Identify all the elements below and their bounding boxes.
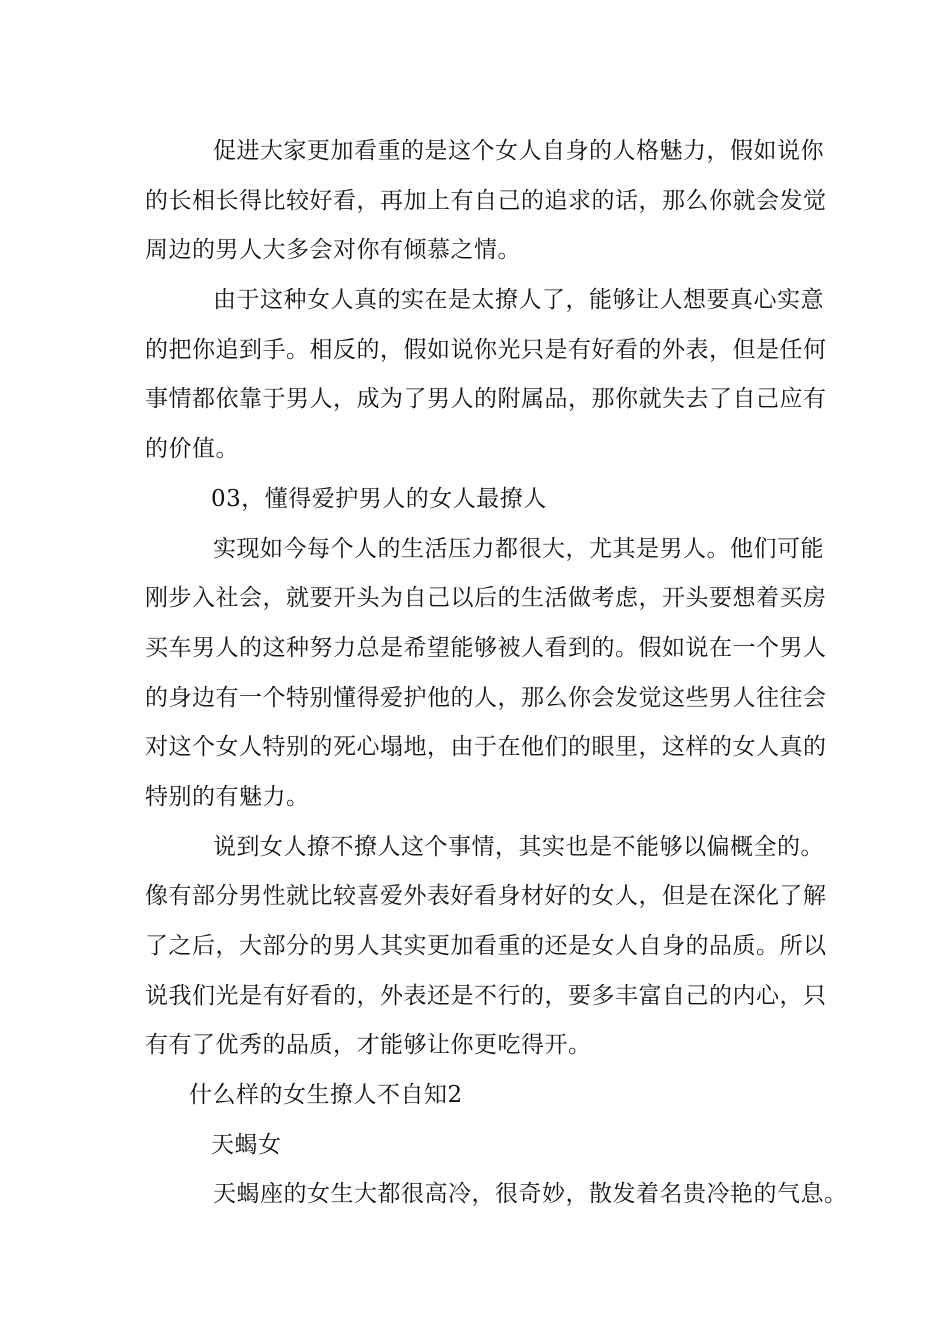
paragraph-line: 的价值。 bbox=[145, 436, 239, 462]
paragraph-line: 对这个女人特别的死心塌地，由于在他们的眼里，这样的女人真的 bbox=[145, 734, 827, 760]
paragraph-line: 的身边有一个特别懂得爱护他的人，那么你会发觉这些男人往往会 bbox=[145, 685, 827, 711]
paragraph-line: 由于这种女人真的实在是太撩人了，能够让人想要真心实意 bbox=[213, 287, 824, 313]
sub-heading: 天蝎女 bbox=[211, 1132, 282, 1158]
paragraph-line: 说我们光是有好看的，外表还是不行的，要多丰富自己的内心，只 bbox=[145, 983, 827, 1009]
paragraph-line: 的长相长得比较好看，再加上有自己的追求的话，那么你就会发觉 bbox=[145, 188, 827, 214]
paragraph-line: 了之后，大部分的男人其实更加看重的还是女人自身的品质。所以 bbox=[145, 933, 827, 959]
section-heading: 03，懂得爱护男人的女人最撩人 bbox=[211, 486, 547, 512]
paragraph-line: 有有了优秀的品质，才能够让你更吃得开。 bbox=[145, 1032, 592, 1058]
paragraph-line: 特别的有魅力。 bbox=[145, 784, 310, 810]
section-heading: 什么样的女生撩人不自知2 bbox=[189, 1082, 463, 1108]
paragraph-line: 实现如今每个人的生活压力都很大，尤其是男人。他们可能 bbox=[213, 536, 824, 562]
paragraph-line: 事情都依靠于男人，成为了男人的附属品，那你就失去了自己应有 bbox=[145, 386, 827, 412]
paragraph-line: 促进大家更加看重的是这个女人自身的人格魅力，假如说你 bbox=[213, 138, 824, 164]
paragraph-line: 刚步入社会，就要开头为自己以后的生活做考虑，开头要想着买房 bbox=[145, 585, 827, 611]
paragraph-line: 周边的男人大多会对你有倾慕之情。 bbox=[145, 237, 521, 263]
paragraph-line: 天蝎座的女生大都很高冷，很奇妙，散发着名贵冷艳的气息。 bbox=[213, 1181, 848, 1207]
paragraph-line: 像有部分男性就比较喜爱外表好看身材好的女人，但是在深化了解 bbox=[145, 883, 827, 909]
paragraph-line: 说到女人撩不撩人这个事情，其实也是不能够以偏概全的。 bbox=[213, 834, 824, 860]
paragraph-line: 的把你追到手。相反的，假如说你光只是有好看的外表，但是任何 bbox=[145, 337, 827, 363]
paragraph-line: 买车男人的这种努力总是希望能够被人看到的。假如说在一个男人 bbox=[145, 635, 827, 661]
